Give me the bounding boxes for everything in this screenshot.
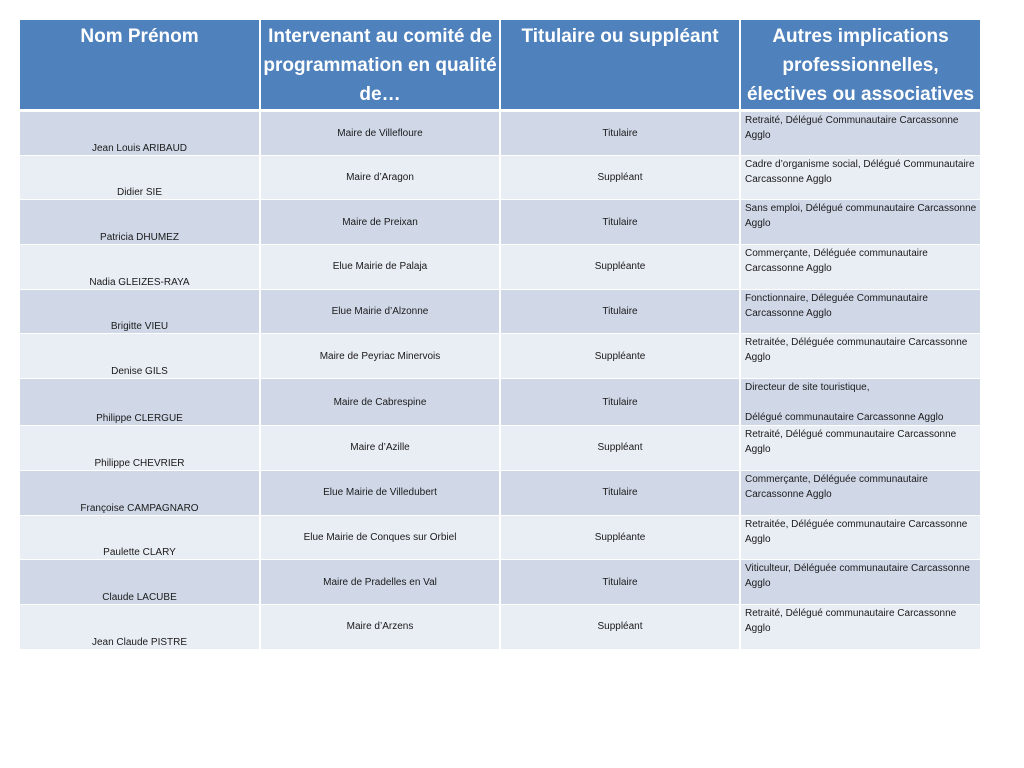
table-row	[20, 155, 980, 200]
table-row	[20, 426, 980, 471]
cell-role: Elue Mairie de Palaja	[260, 245, 500, 290]
cell-status: Suppléante	[500, 515, 740, 560]
cell-name: Paulette CLARY	[20, 515, 260, 560]
cell-other	[740, 426, 980, 471]
cell-role: Maire de Peyriac Minervois	[260, 334, 500, 379]
cell-other	[740, 560, 980, 605]
cell-other	[740, 155, 980, 200]
cell-role: Maire de Cabrespine	[260, 379, 500, 426]
cell-other-line: Retraité, Délégué Communautaire Carcassonne Agglo	[745, 115, 959, 141]
cell-other-line: Sans emploi, Délégué communautaire Carcassonne Agglo	[745, 203, 977, 230]
cell-other-line: Directeur de site touristique,	[745, 382, 870, 394]
members-table	[20, 20, 980, 650]
cell-other	[740, 470, 980, 515]
cell-other-line: Retraitée, Déléguée communautaire Carcassonne Agglo	[745, 518, 968, 545]
table-row	[20, 470, 980, 515]
cell-status: Suppléante	[500, 245, 740, 290]
cell-name: Claude LACUBE	[20, 560, 260, 605]
cell-name: Denise GILS	[20, 334, 260, 379]
cell-other-line: Retraitée, Déléguée communautaire Carcassonne Agglo	[745, 337, 968, 364]
cell-status: Titulaire	[500, 289, 740, 334]
cell-status: Titulaire	[500, 560, 740, 605]
cell-role: Elue Mairie de Villedubert	[260, 470, 500, 515]
cell-other	[740, 200, 980, 245]
table-row	[20, 334, 980, 379]
cell-status: Titulaire	[500, 470, 740, 515]
cell-name: Jean Claude PISTRE	[20, 604, 260, 649]
cell-other	[740, 289, 980, 334]
cell-role: Maire d’Azille	[260, 426, 500, 471]
cell-status: Suppléant	[500, 426, 740, 471]
table-header	[20, 20, 980, 111]
cell-other-line: Délégué communautaire Carcassonne Agglo	[745, 412, 944, 424]
table-row	[20, 560, 980, 605]
cell-status: Suppléante	[500, 334, 740, 379]
cell-other	[740, 379, 980, 426]
cell-name: Brigitte VIEU	[20, 289, 260, 334]
header-other: Autres implications professionnelles, électives ou associatives	[740, 20, 980, 111]
cell-status: Suppléant	[500, 604, 740, 649]
cell-role: Elue Mairie d’Alzonne	[260, 289, 500, 334]
cell-name: Didier SIE	[20, 155, 260, 200]
header-row	[20, 20, 980, 111]
cell-role: Maire de Villefloure	[260, 111, 500, 156]
table-row	[20, 111, 980, 156]
cell-status: Suppléant	[500, 155, 740, 200]
cell-other-line: Viticulteur, Déléguée communautaire Carcassonne Agglo	[745, 563, 970, 590]
table-row	[20, 604, 980, 649]
cell-other-line: Retraité, Délégué communautaire Carcassonne Agglo	[745, 429, 957, 456]
header-status: Titulaire ou suppléant	[500, 20, 740, 111]
cell-other	[740, 245, 980, 290]
cell-name: Françoise CAMPAGNARO	[20, 470, 260, 515]
cell-other-line: Commerçante, Déléguée communautaire Carcassonne Agglo	[745, 473, 928, 500]
table-row	[20, 200, 980, 245]
cell-other	[740, 334, 980, 379]
cell-other-line: Fonctionnaire, Déleguée Communautaire Carcassonne Agglo	[745, 292, 928, 319]
cell-role: Maire de Preixan	[260, 200, 500, 245]
cell-other-line: Commerçante, Déléguée communautaire Carcassonne Agglo	[745, 248, 928, 275]
cell-name: Nadia GLEIZES-RAYA	[20, 245, 260, 290]
cell-other	[740, 604, 980, 649]
table-row	[20, 245, 980, 290]
cell-role: Maire d’Arzens	[260, 604, 500, 649]
cell-other-line: Cadre d’organisme social, Délégué Communautaire Carcassonne Agglo	[745, 158, 975, 185]
table-body	[20, 111, 980, 650]
cell-name: Jean Louis ARIBAUD	[20, 111, 260, 156]
table-row	[20, 379, 980, 426]
table-row	[20, 289, 980, 334]
cell-name: Philippe CLERGUE	[20, 379, 260, 426]
cell-role: Maire de Pradelles en Val	[260, 560, 500, 605]
cell-other	[740, 515, 980, 560]
cell-status: Titulaire	[500, 200, 740, 245]
cell-name: Patricia DHUMEZ	[20, 200, 260, 245]
cell-role: Elue Mairie de Conques sur Orbiel	[260, 515, 500, 560]
cell-status: Titulaire	[500, 379, 740, 426]
cell-other-line: Retraité, Délégué communautaire Carcassonne Agglo	[745, 607, 957, 634]
cell-other	[740, 111, 980, 156]
header-name: Nom Prénom	[20, 20, 260, 111]
header-role: Intervenant au comité de programmation en qualité de…	[260, 20, 500, 111]
cell-name: Philippe CHEVRIER	[20, 426, 260, 471]
cell-status: Titulaire	[500, 111, 740, 156]
table-row	[20, 515, 980, 560]
cell-role: Maire d’Aragon	[260, 155, 500, 200]
